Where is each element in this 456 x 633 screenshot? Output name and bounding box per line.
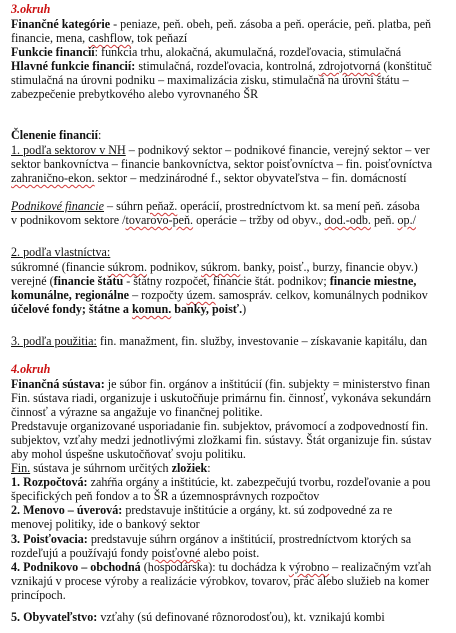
s3-line-zahranicno-ekon: zahranično-ekon. sektor – medzinárodné f., sektor obyvateľstva – fin. domácností [11,171,407,185]
section-4-heading: 4.okruh [11,362,51,376]
s3-line-hlavne-funkcie: Hlavné funkcie financií: stimulačná, rozdeľovacia, kontrolná, zdrojotvorná (konštituč [11,59,432,73]
s3-line-ucelove-fondy: účelové fondy; štátne a komun. banky, poisť.) [11,302,247,316]
s4-line-menovej-politiky: menovej politiky, ide o bankový sektor [11,517,200,531]
s4-line-financna-sustava: Finančná sústava: je súbor fin. orgánov a inštitúcií (fin. subjekty = ministerstvo finan [11,377,431,391]
s4-line-subjektov: subjektov, vzťahy medzi jednotlivými zložkami fin. sústavy. Štát organizuje fin. sústav [11,433,432,447]
s4-line-rozpoctova: 1. Rozpočtová: zahŕňa orgány a inštitúcie, kt. zabezpečujú tvorbu, rozdeľovanie a pou [11,475,431,489]
s3-line-podla-vlastnictva: 2. podľa vlastníctva: [11,245,111,259]
s4-line-predstavuje: Predstavuje organizované usporiadanie fin. subjektov, právomocí a zodpovedností fin. [11,419,429,433]
s3-line-podnikove-financie: Podnikové financie – súhrn peňaž. operácií, prostredníctvom kt. sa mení peň. zásoba [11,199,420,213]
s4-line-menovo-uverova: 2. Menovo – úverová: predstavuje inštitúcie a orgány, kt. sú zodpovedné za re [11,503,393,517]
s4-line-poistovacia: 3. Poisťovacia: predstavuje súhrn orgánov a inštitúcií, prostredníctvom ktorých sa [11,532,412,546]
s3-line-komunalne: komunálne, regionálne – rozpočty územ. samospráv. celkov, komunálnych podnikov [11,288,428,302]
s3-line-sukromne: súkromné (financie súkrom. podnikov, súkrom. banky, poisť., burzy, financie obyv.) [11,260,418,274]
s3-line-financne-kategorie: Finančné kategórie - peniaze, peň. obeh, peň. zásoba a peň. operácie, peň. platba, peň [11,17,432,31]
s4-line-fin-sustava-riadi: Fin. sústava riadi, organizuje i uskutočňuje primárnu fin. činnosť, vykonáva sekundárn [11,391,432,405]
s3-line-sektor-bankovnictva: sektor bankovníctva – financie bankovníctva, sektor poisťovníctva – fin. poisťovníctva [11,157,433,171]
s3-line-podla-sektorov: 1. podľa sektorov v NH – podnikový sektor – podnikové financie, verejný sektor – ver [11,143,430,157]
s4-line-principoch: princípoch. [11,588,66,602]
s3-line-podla-pouzitia: 3. podľa použitia: fin. manažment, fin. služby, investovanie – získavanie kapitálu, dan [11,334,428,348]
s4-line-podnikovo-obchodna: 4. Podnikovo – obchodná (hospodárska): tu dochádza k výrobno – realizačným vzťah [11,560,432,574]
s4-line-obyvatelstvo: 5. Obyvateľstvo: vzťahy (sú definované rôznorodosťou), kt. vznikajú kombi [11,610,385,624]
s3-line-zabezpecenie: zabezpečenie prebytkového alebo vyrovnaného ŠR [11,87,259,101]
s3-line-clenenie-financii: Členenie financií: [11,128,102,142]
s3-line-funkcie-financii: Funkcie financií: funkcia trhu, alokačná, akumulačná, rozdeľovacia, stimulačná [11,45,402,59]
s3-line-podnikovy-sektor: v podnikovom sektore /tovarovo-peň. operácie – tržby od obyv., dod.-odb. peň. op./ [11,213,416,227]
s4-line-aby-mohol: aby mohol úspešne uskutočňovať svoju politiku. [11,447,246,461]
s4-line-vznikaju: vznikajú v procese výroby a realizácie výrobkov, tovarov, prác alebo služieb na komer [11,574,430,588]
section-3-heading: 3.okruh [11,2,51,16]
s3-line-verejne: verejné (financie štátu - štátny rozpočet, financie štát. podnikov; financie miestne, [11,274,417,288]
s4-line-rozdeluju: rozdeľujú a používajú fondy poisťovné alebo poist. [11,546,260,560]
s4-line-specifickych: špecifických peň fondov a to ŠR a územnosprávnych rozpočtov [11,489,320,503]
s3-line-kategorie-cont: financie, mena, cashflow, tok peňazí [11,31,188,45]
s3-line-stimulacna: stimulačná na úrovni podniku – maximalizácia zisku, stimulačná na úrovni štátu – [11,73,409,87]
s4-line-cinnost: činnosť a výrazne sa angažuje vo finančnej politike. [11,405,263,419]
s4-line-zloziek: Fin. sústava je súhrnom určitých zložiek: [11,461,211,475]
